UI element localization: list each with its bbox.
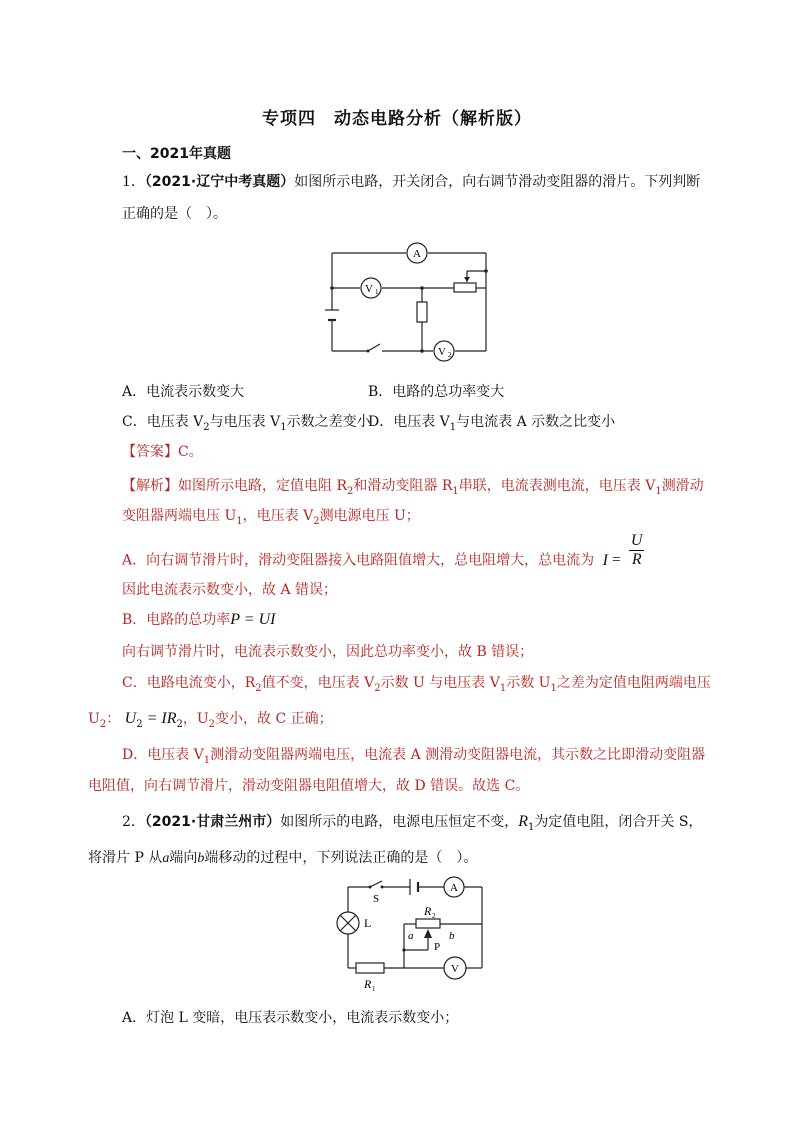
q1-circuit-diagram	[320, 238, 500, 364]
q1-source: （2021·辽宁中考真题）	[144, 174, 295, 190]
page-title: 专项四 动态电路分析（解析版）	[262, 109, 532, 129]
q1-option-d: D．电压表 $V_1$与电流表 A 示数之比变小	[368, 414, 616, 433]
q2-option-a: A．灯泡 L 变暗，电压表示数变小，电流表示数变小；	[122, 1010, 459, 1026]
fig2-b-label: b	[449, 930, 455, 942]
fig2-r1-label: R	[364, 977, 372, 991]
fig1-v1-sub: 1	[375, 288, 379, 296]
fig2-p-label: P	[434, 941, 441, 953]
fig2-switch-label: S	[372, 893, 380, 905]
q2-stem-line1: 2．（2021·甘肃兰州市）如图所示的电路，电源电压恒定不变，$R_1$为定值电阻，闭合开关 S，	[122, 813, 703, 833]
q1-analysis-line2: 变阻器两端电压 $U_1$，电压表 $V_2$测电源电压 U；	[122, 508, 420, 527]
q2-source: （2021·甘肃兰州市）	[144, 814, 281, 830]
q1-answer: 【答案】C。	[122, 444, 203, 460]
fig2-r2-sub: 2	[432, 912, 436, 920]
q2-stem-line2: 将滑片 P 从a端向b端移动的过程中，下列说法正确的是（ ）。	[88, 850, 478, 866]
fig1-ammeter-label: A	[413, 248, 421, 260]
q1-analysis-b-line1: B．电路的总功率P = UI	[122, 611, 276, 628]
eq-i: I	[602, 551, 608, 569]
fig2-a-label: a	[408, 930, 414, 942]
q1-analysis-d-line1: D．电压表 $V_1$测滑动变阻器两端电压，电流表 A 测滑动变阻器电流，其示数之比即滑动变阻器	[122, 747, 706, 766]
fig1-v1-label: V	[365, 283, 373, 295]
section-heading: 一、2021年真题	[122, 146, 231, 162]
q1-option-a: A．电流表示数变大	[122, 384, 245, 400]
q1-analysis-c-line2: $U_2$： $U_2 = IR_2$，$U_2$变小，故 C 正确；	[88, 710, 333, 730]
q1-stem-line1: 1．（2021·辽宁中考真题）如图所示电路，开关闭合，向右调节滑动变阻器的滑片。下列判断	[122, 174, 701, 190]
q1-analysis-d-line2: 电阻值，向右调节滑片，滑动变阻器电阻值增大，故 D 错误。故选 C。	[88, 778, 530, 794]
q1-option-c: C．电压表 $V_2$与电压表 $V_1$示数之差变小	[122, 414, 371, 433]
q1-stem-line2: 正确的是（ ）。	[122, 206, 227, 222]
eq-u2: U	[124, 710, 137, 727]
fig2-r2-label: R	[424, 904, 432, 918]
q2-circuit-diagram	[330, 872, 490, 994]
q1-analysis-a-line2: 因此电流表示数变小，故 A 错误；	[122, 582, 338, 598]
fig2-r1-sub: 1	[372, 985, 376, 993]
eq-power: P = UI	[230, 611, 276, 628]
fig2-voltmeter-label: V	[451, 963, 459, 975]
q1-option-b: B．电路的总功率变大	[368, 384, 505, 400]
q1-analysis-a-line1: A．向右调节滑片时，滑动变阻器接入电路阻值增大，总电阻增大，总电流为 I = $\frac{U}{R}$	[122, 532, 643, 569]
q1-analysis-line1: 【解析】如图所示电路，定值电阻 $R_2$和滑动变阻器 $R_1$串联，电流表测电流，电压表 $V_1$测滑动	[122, 478, 704, 497]
fig2-ammeter-label: A	[450, 882, 458, 894]
fig1-v2-sub: 2	[448, 351, 452, 359]
fig2-lamp-label: L	[364, 916, 372, 930]
q1-analysis-b-line2: 向右调节滑片时，电流表示数变小，因此总功率变小，故 B 错误；	[122, 644, 534, 660]
eq-fraction: $\frac{U}{R}$	[630, 532, 643, 568]
q1-analysis-c-line1: C．电路电流变小，$R_2$值不变，电压表 $V_2$示数 U 与电压表 $V_1$示数 $U_1$之差为定值电阻两端电压	[122, 675, 711, 694]
fig1-v2-label: V	[438, 346, 446, 358]
